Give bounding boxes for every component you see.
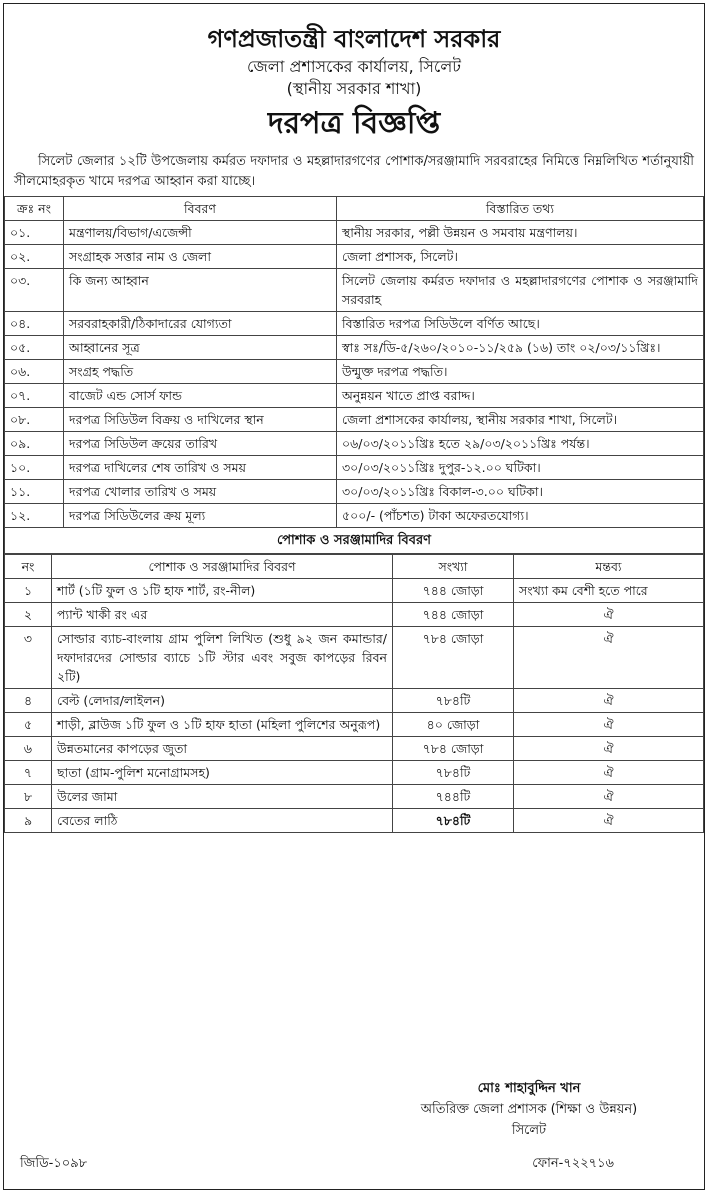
info-row-value: ৩০/০৩/২০১১খ্রিঃ বিকাল-৩.০০ ঘটিকা। bbox=[337, 480, 704, 504]
item-number: ৬ bbox=[5, 737, 52, 761]
items-header-quantity: সংখ্যা bbox=[393, 555, 514, 579]
item-row bbox=[5, 579, 704, 603]
info-row-label: কি জন্য আহ্বান bbox=[64, 269, 337, 312]
info-row-number: ১০. bbox=[5, 456, 64, 480]
intro-paragraph: সিলেট জেলার ১২টি উপজেলায় কর্মরত দফাদার ও মহল্লাদারগণের পোশাক/সরঞ্জামাদি সরবরাহের নিমিত্তে নিম্নলিখিত শর্তানুযায়ী সীলমোহরকৃত খামে দরপত্র আহ্বান করা যাচ্ছে। bbox=[14, 154, 694, 189]
item-remarks: ঐ bbox=[514, 603, 704, 627]
item-remarks: ঐ bbox=[514, 785, 704, 809]
info-row bbox=[5, 408, 704, 432]
info-row bbox=[5, 221, 704, 245]
item-quantity: ৭৮৪ জোড়া bbox=[393, 737, 514, 761]
item-description: প্যান্ট খাকী রং এর bbox=[52, 603, 393, 627]
items-header-description: পোশাক ও সরঞ্জামাদির বিবরণ bbox=[52, 555, 393, 579]
info-row-number: ০১. bbox=[5, 221, 64, 245]
item-number: ৫ bbox=[5, 713, 52, 737]
info-row-label: বাজেট এন্ড সোর্স ফান্ড bbox=[64, 384, 337, 408]
info-row bbox=[5, 480, 704, 504]
info-row-label: দরপত্র সিডিউল বিক্রয় ও দাখিলের স্থান bbox=[64, 408, 337, 432]
item-description: শার্ট (১টি ফুল ও ১টি হাফ শার্ট, রং-নীল) bbox=[52, 579, 393, 603]
info-row-number: ০৪. bbox=[5, 312, 64, 336]
item-remarks: ঐ bbox=[514, 809, 704, 833]
item-quantity: ৪০ জোড়া bbox=[393, 713, 514, 737]
item-number: ৩ bbox=[5, 627, 52, 689]
info-row-label: দরপত্র খোলার তারিখ ও সময় bbox=[64, 480, 337, 504]
item-number: ২ bbox=[5, 603, 52, 627]
government-title: গণপ্রজাতন্ত্রী বাংলাদেশ সরকার bbox=[207, 25, 501, 53]
item-quantity: ৭৪৪ জোড়া bbox=[393, 579, 514, 603]
item-row bbox=[5, 603, 704, 627]
branch-name: (স্থানীয় সরকার শাখা) bbox=[286, 79, 422, 98]
info-row-value: অনুন্নয়ন খাতে প্রাপ্ত বরাদ্দ। bbox=[337, 384, 704, 408]
info-row-number: ০৯. bbox=[5, 432, 64, 456]
info-row bbox=[5, 456, 704, 480]
info-row-label: দরপত্র দাখিলের শেষ তারিখ ও সময় bbox=[64, 456, 337, 480]
info-row-value: জেলা প্রশাসকের কার্যালয়, স্থানীয় সরকার শাখা, সিলেট। bbox=[337, 408, 704, 432]
item-row bbox=[5, 809, 704, 833]
tender-notice-page bbox=[3, 3, 705, 1190]
info-row-value: ০৬/০৩/২০১১খ্রিঃ হতে ২৯/০৩/২০১১খ্রিঃ পর্যন্ত। bbox=[337, 432, 704, 456]
info-row bbox=[5, 269, 704, 312]
items-header-number: নং bbox=[5, 555, 52, 579]
info-row-value: বিস্তারিত দরপত্র সিডিউলে বর্ণিত আছে। bbox=[337, 312, 704, 336]
info-row-label: মন্ত্রণালয়/বিভাগ/এজেন্সী bbox=[64, 221, 337, 245]
items-table-header bbox=[5, 555, 704, 579]
items-table bbox=[4, 554, 704, 833]
item-number: ৪ bbox=[5, 689, 52, 713]
info-row-label: দরপত্র সিডিউলের ক্রয় মূল্য bbox=[64, 504, 337, 528]
item-remarks: ঐ bbox=[514, 737, 704, 761]
item-description: ছাতা (গ্রাম-পুলিশ মনোগ্রামসহ) bbox=[52, 761, 393, 785]
item-row bbox=[5, 737, 704, 761]
item-description: শাড়ী, ব্লাউজ ১টি ফুল ও ১টি হাফ হাতা (মহিলা পুলিশের অনুরূপ) bbox=[52, 713, 393, 737]
signature-block bbox=[394, 1078, 664, 1141]
info-row-label: সরবরাহকারী/ঠিকাদারের যোগ্যতা bbox=[64, 312, 337, 336]
signatory-place: সিলেট bbox=[511, 1123, 547, 1138]
item-remarks: ঐ bbox=[514, 627, 704, 689]
info-row-value: উন্মুক্ত দরপত্র পদ্ধতি। bbox=[337, 360, 704, 384]
info-row-value: স্বাঃ সঃ/ডি-৫/২৬০/২০১০-১১/২৫৯ (১৬) তাং ০২/০৩/১১খ্রিঃ। bbox=[337, 336, 704, 360]
items-section-heading: পোশাক ও সরঞ্জামাদির বিবরণ bbox=[4, 528, 704, 554]
info-row-label: দরপত্র সিডিউল ক্রয়ের তারিখ bbox=[64, 432, 337, 456]
info-row-number: ০২. bbox=[5, 245, 64, 269]
info-row-number: ০৬. bbox=[5, 360, 64, 384]
info-row-number: ০৩. bbox=[5, 269, 64, 312]
info-row-value: জেলা প্রশাসক, সিলেট। bbox=[337, 245, 704, 269]
item-description: বেতের লাঠি bbox=[52, 809, 393, 833]
item-quantity: ৭৮৪টি bbox=[393, 761, 514, 785]
gd-number: জিডি-১০৯৮ bbox=[20, 1156, 88, 1171]
item-quantity: ৭৮৪ জোড়া bbox=[393, 627, 514, 689]
item-row bbox=[5, 689, 704, 713]
info-row bbox=[5, 504, 704, 528]
signatory-designation: অতিরিক্ত জেলা প্রশাসক (শিক্ষা ও উন্নয়ন) bbox=[420, 1102, 638, 1117]
info-row-label: সংগ্রাহক সত্তার নাম ও জেলা bbox=[64, 245, 337, 269]
info-header-serial: ক্রঃ নং bbox=[5, 197, 64, 221]
item-row bbox=[5, 713, 704, 737]
item-row bbox=[5, 785, 704, 809]
item-remarks: সংখ্যা কম বেশী হতে পারে bbox=[514, 579, 704, 603]
item-number: ৯ bbox=[5, 809, 52, 833]
items-header-remarks: মন্তব্য bbox=[514, 555, 704, 579]
notice-title: দরপত্র বিজ্ঞপ্তি bbox=[267, 106, 441, 141]
notice-header bbox=[4, 24, 704, 144]
info-row bbox=[5, 384, 704, 408]
item-description: সোল্ডার ব্যাচ-বাংলায় গ্রাম পুলিশ লিখিত (শুধু ৯২ জন কমান্ডার/দফাদারদের সোল্ডার ব্যাচে ১টি স্টার এবং সবুজ কাপড়ের রিবন ২টি) bbox=[52, 627, 393, 689]
info-row-value: স্থানীয় সরকার, পল্লী উন্নয়ন ও সমবায় মন্ত্রণালয়। bbox=[337, 221, 704, 245]
tender-info-table bbox=[4, 196, 704, 528]
item-description: উলের জামা bbox=[52, 785, 393, 809]
info-row-number: ০৫. bbox=[5, 336, 64, 360]
item-remarks: ঐ bbox=[514, 761, 704, 785]
info-row-value: ৩০/০৩/২০১১খ্রিঃ দুপুর-১২.০০ ঘটিকা। bbox=[337, 456, 704, 480]
item-quantity: ৭৪৪ জোড়া bbox=[393, 603, 514, 627]
info-row bbox=[5, 245, 704, 269]
info-header-details: বিস্তারিত তথ্য bbox=[337, 197, 704, 221]
item-row bbox=[5, 627, 704, 689]
item-row bbox=[5, 761, 704, 785]
info-row-label: আহ্বানের সূত্র bbox=[64, 336, 337, 360]
info-row bbox=[5, 312, 704, 336]
info-header-description: বিবরণ bbox=[64, 197, 337, 221]
info-row-number: ০৮. bbox=[5, 408, 64, 432]
info-row bbox=[5, 432, 704, 456]
item-remarks: ঐ bbox=[514, 713, 704, 737]
item-quantity: ৭৮৪টি bbox=[393, 689, 514, 713]
info-row-label: সংগ্রহ পদ্ধতি bbox=[64, 360, 337, 384]
info-row-value: সিলেট জেলায় কর্মরত দফাদার ও মহল্লাদারগণের পোশাক ও সরঞ্জামাদি সরবরাহ bbox=[337, 269, 704, 312]
item-number: ৭ bbox=[5, 761, 52, 785]
info-row-number: ১১. bbox=[5, 480, 64, 504]
info-row bbox=[5, 336, 704, 360]
phone-number: ফোন-৭২২৭১৬ bbox=[532, 1156, 614, 1171]
office-name: জেলা প্রশাসকের কার্যালয়, সিলেট bbox=[246, 57, 461, 76]
info-row-value: ৫০০/- (পাঁচশত) টাকা অফেরতযোগ্য। bbox=[337, 504, 704, 528]
info-row-number: ০৭. bbox=[5, 384, 64, 408]
info-table-header bbox=[5, 197, 704, 221]
item-remarks: ঐ bbox=[514, 689, 704, 713]
info-row-number: ১২. bbox=[5, 504, 64, 528]
item-number: ১ bbox=[5, 579, 52, 603]
item-number: ৮ bbox=[5, 785, 52, 809]
info-row bbox=[5, 360, 704, 384]
item-quantity: ৭৮৪টি bbox=[393, 809, 514, 833]
item-description: উন্নতমানের কাপড়ের জুতা bbox=[52, 737, 393, 761]
item-description: বেল্ট (লেদার/লাইলন) bbox=[52, 689, 393, 713]
signatory-name: মোঃ শাহাবুদ্দিন খান bbox=[477, 1081, 581, 1096]
item-quantity: ৭৪৪টি bbox=[393, 785, 514, 809]
